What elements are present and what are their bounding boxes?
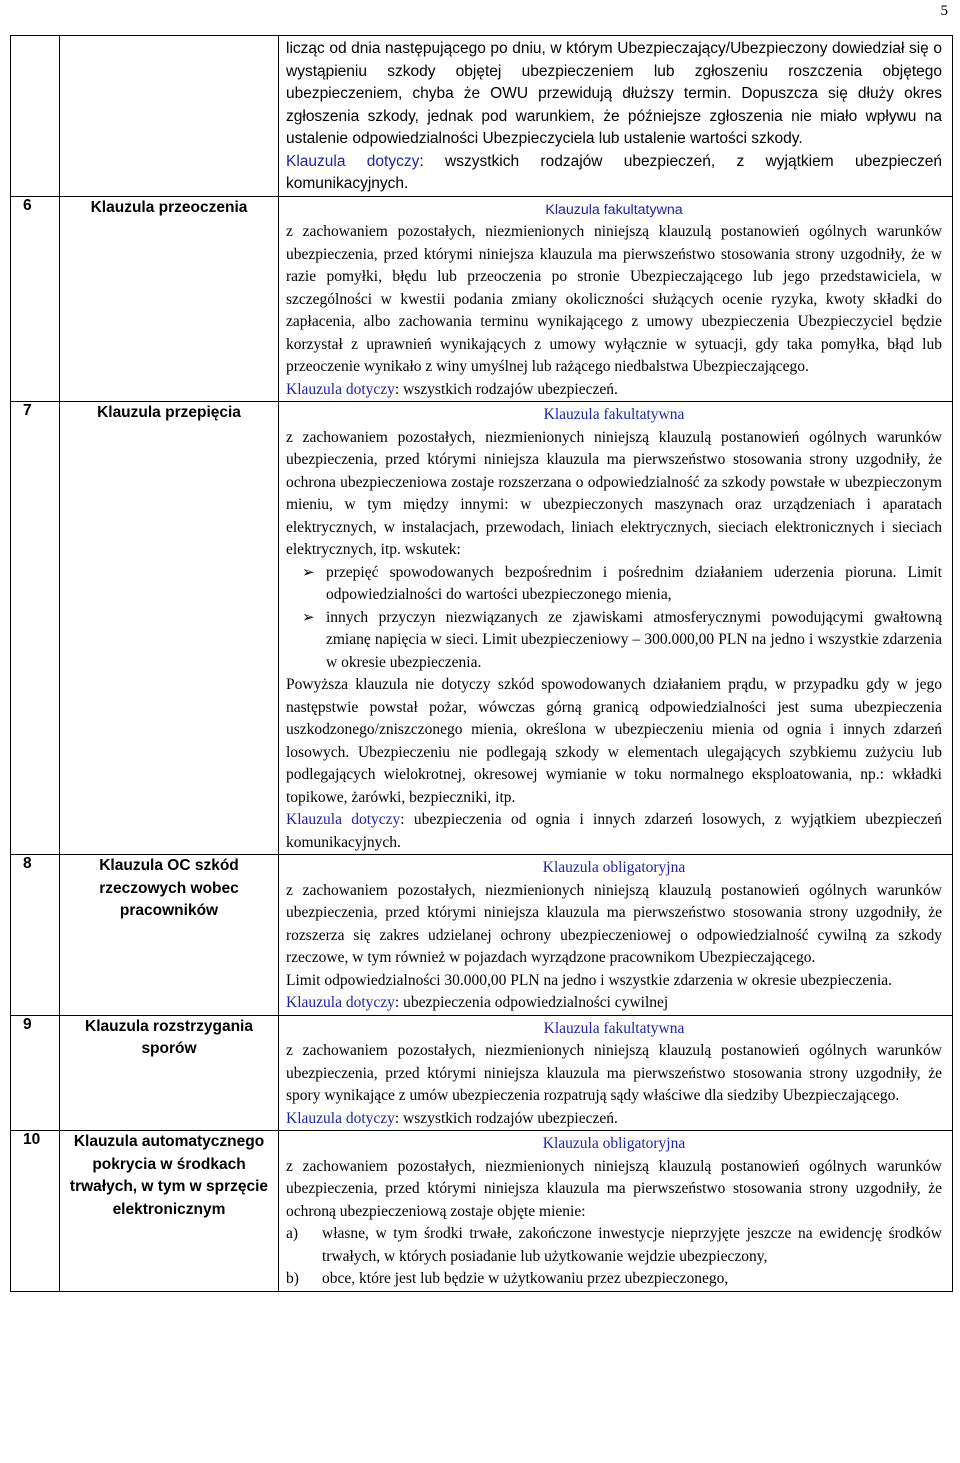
clause-text: z zachowaniem pozostałych, niezmienionych niniejszą klauzulą postanowień ogólnych warunków ubezpieczenia, przed którymi niniejsza klauzula ma pierwszeństwo stosowania strony uzgodniły, że w razie pomyłki, błędu lub przeoczenia po stronie Ubezpieczającego lub jego przedstawiciela, w szczególności w kwestii podania zmiany okoliczności służących ocenie ryzyka, kwoty składki do zapłacenia, albo zachowania terminu wynikającego z umowy ubezpieczenia Ubezpieczyciel będzie korzystał z uprawnień wynikających z umowy wyłącznie w sytuacji, gdy taka pomyłka, błąd lub przeoczenie wynikało z winy umyślnej lub rażącego niedbalstwa Ubezpieczającego. [286,223,942,376]
clause-name: Klauzula przepięcia [60,402,279,855]
table-row [11,196,953,402]
clause-type: Klauzula fakultatywna [543,406,685,424]
list-item-text: obce, które jest lub będzie w użytkowaniu przez ubezpieczonego, [322,1270,729,1288]
clause-text: z zachowaniem pozostałych, niezmienionych niniejszą klauzulą postanowień ogólnych warunków ubezpieczenia, przed którymi niniejsza klauzula ma pierwszeństwo stosowania strony uzgodniły, że rozszerza się zakres udzielanej ochrony ubezpieczeniowej o odpowiedzialność cywilną za szkody rzeczowe, w tym również w pojazdach wyrządzone pracownikom Ubezpieczającego. [286,881,942,967]
clause-scope [286,151,942,196]
clause-body [279,1015,953,1131]
table-row [11,855,953,1016]
clause-type: Klauzula obligatoryjna [542,1135,686,1153]
clause-number: 6 [11,196,60,402]
scope-label: Klauzula dotyczy [286,380,395,398]
lettered-list [286,1223,942,1291]
clause-scope [286,379,942,402]
page-number: 5 [940,3,948,19]
list-item-text: własne, w tym środki trwałe, zakończone inwestycje nieprzyjęte jeszcze na ewidencję środków trwałych, w których posiadanie lub użytkowanie wejdzie ubezpieczony, [322,1225,942,1265]
table-row [11,402,953,855]
clause-name: Klauzula OC szkód rzeczowych wobec pracowników [60,855,279,1016]
clause-number: 9 [11,1015,60,1131]
clause-scope [286,809,942,854]
list-item: ➢ innych przyczyn niezwiązanych ze zjawiskami atmosferycznymi powodującymi gwałtowną zmianę napięcia w sieci. Limit ubezpieczeniowy – 300.000,00 PLN na jedno i wszystkie zdarzenia w okresie ubezpieczenia. [302,607,942,675]
list-item [286,1223,942,1268]
table-row [11,36,953,197]
clause-text: z zachowaniem pozostałych, niezmienionych niniejszą klauzulą postanowień ogólnych warunków ubezpieczenia, przed którymi niniejsza klauzula ma pierwszeństwo stosowania strony uzgodniły, że ochroną ubezpieczeniową zostaje objęte mienie: [286,1157,942,1220]
scope-text: : wszystkich rodzajów ubezpieczeń, z wyjątkiem ubezpieczeń komunikacyjnych. [286,152,942,192]
scope-text: : ubezpieczenia od ognia i innych zdarzeń losowych, z wyjątkiem ubezpieczeń komunikacyjnych. [286,811,942,851]
bullet-list [286,562,942,675]
clause-scope [286,992,942,1015]
scope-label: Klauzula dotyczy [286,1109,395,1127]
clause-body [279,1131,953,1292]
clause-text: Powyższa klauzula nie dotyczy szkód spowodowanych działaniem prądu, w przypadku gdy w jego następstwie powstał pożar, wówczas górną granicą odpowiedzialności jest suma ubezpieczenia uszkodzonego/zniszczonego mienia, określona w ubezpieczeniu mienia od ognia i innych zdarzeń losowych. Ubezpieczeniu nie podlegają szkody w elementach ulegających szybkiemu zużyciu lub podlegających wielokrotnej, okresowej wymianie w toku normalnego eksploatowania, np.: wkładki topikowe, żarówki, bezpieczniki, itp. [286,676,942,806]
list-item: ➢ przepięć spowodowanych bezpośrednim i pośrednim działaniem uderzenia pioruna. Limit odpowiedzialności do wartości ubezpieczonego mienia, [302,562,942,607]
clause-text: z zachowaniem pozostałych, niezmienionych niniejszą klauzulą postanowień ogólnych warunków ubezpieczenia, przed którymi niniejsza klauzula ma pierwszeństwo stosowania strony uzgodniły, że spory wynikające z umów ubezpieczenia rozpatrują sądy właściwe dla siedziby Ubezpieczającego. [286,1042,942,1105]
scope-label: Klauzula dotyczy [286,811,401,829]
table-row [11,1131,953,1292]
clause-number: 8 [11,855,60,1016]
scope-label: Klauzula dotyczy [286,994,395,1012]
clause-type: Klauzula fakultatywna [543,1019,685,1037]
clause-number [11,36,60,197]
scope-label: Klauzula dotyczy [286,152,420,170]
table-row [11,1015,953,1131]
clause-name: Klauzula przeoczenia [60,196,279,402]
list-marker: b) [286,1270,299,1288]
clause-text: licząc od dnia następującego po dniu, w którym Ubezpieczający/Ubezpieczony dowiedział się o wystąpieniu szkody objętej ubezpieczeniem lub zgłoszeniu roszczenia objętego ubezpieczeniem, chyba że OWU przewidują dłuższy termin. Dopuszcza się dłuży okres zgłoszenia szkody, jednak pod warunkiem, że późniejsze zgłoszenia nie miało wpływu na ustalenie odpowiedzialności Ubezpieczyciela lub ustalenie wartości szkody. [286,40,942,147]
list-marker: a) [286,1225,299,1243]
clause-type: Klauzula obligatoryjna [542,859,686,877]
scope-text: : wszystkich rodzajów ubezpieczeń. [394,380,618,398]
clause-body [279,36,953,197]
clause-body [279,196,953,402]
clause-type: Klauzula fakultatywna [545,201,683,218]
clauses-table [10,35,953,1292]
clause-name: Klauzula rozstrzygania sporów [60,1015,279,1131]
clause-number: 10 [11,1131,60,1292]
scope-text: : wszystkich rodzajów ubezpieczeń. [394,1109,618,1127]
clause-body [279,855,953,1016]
clause-body [279,402,953,855]
list-item [286,1268,942,1291]
clause-name: Klauzula automatycznego pokrycia w środkach trwałych, w tym w sprzęcie elektronicznym [60,1131,279,1292]
scope-text: : ubezpieczenia odpowiedzialności cywilnej [394,994,669,1012]
clause-scope [286,1108,942,1131]
clause-number: 7 [11,402,60,855]
clause-text: z zachowaniem pozostałych, niezmienionych niniejszą klauzulą postanowień ogólnych warunków ubezpieczenia, przed którymi niniejsza klauzula ma pierwszeństwo stosowania strony uzgodniły, że ochrona ubezpieczeniowa zostaje rozszerzana o odpowiedzialność za szkody powstałe w ubezpieczonym mieniu, w tym między innymi: w ubezpieczonych maszynach oraz urządzeniach i aparatach elektrycznych, w instalacjach, przewodach, liniach elektrycznych, sieciach elektronicznych i sieciach elektrycznych, itp. wskutek: [286,428,942,559]
clause-name [60,36,279,197]
clause-limit: Limit odpowiedzialności 30.000,00 PLN na jedno i wszystkie zdarzenia w okresie ubezpieczenia. [286,971,893,989]
